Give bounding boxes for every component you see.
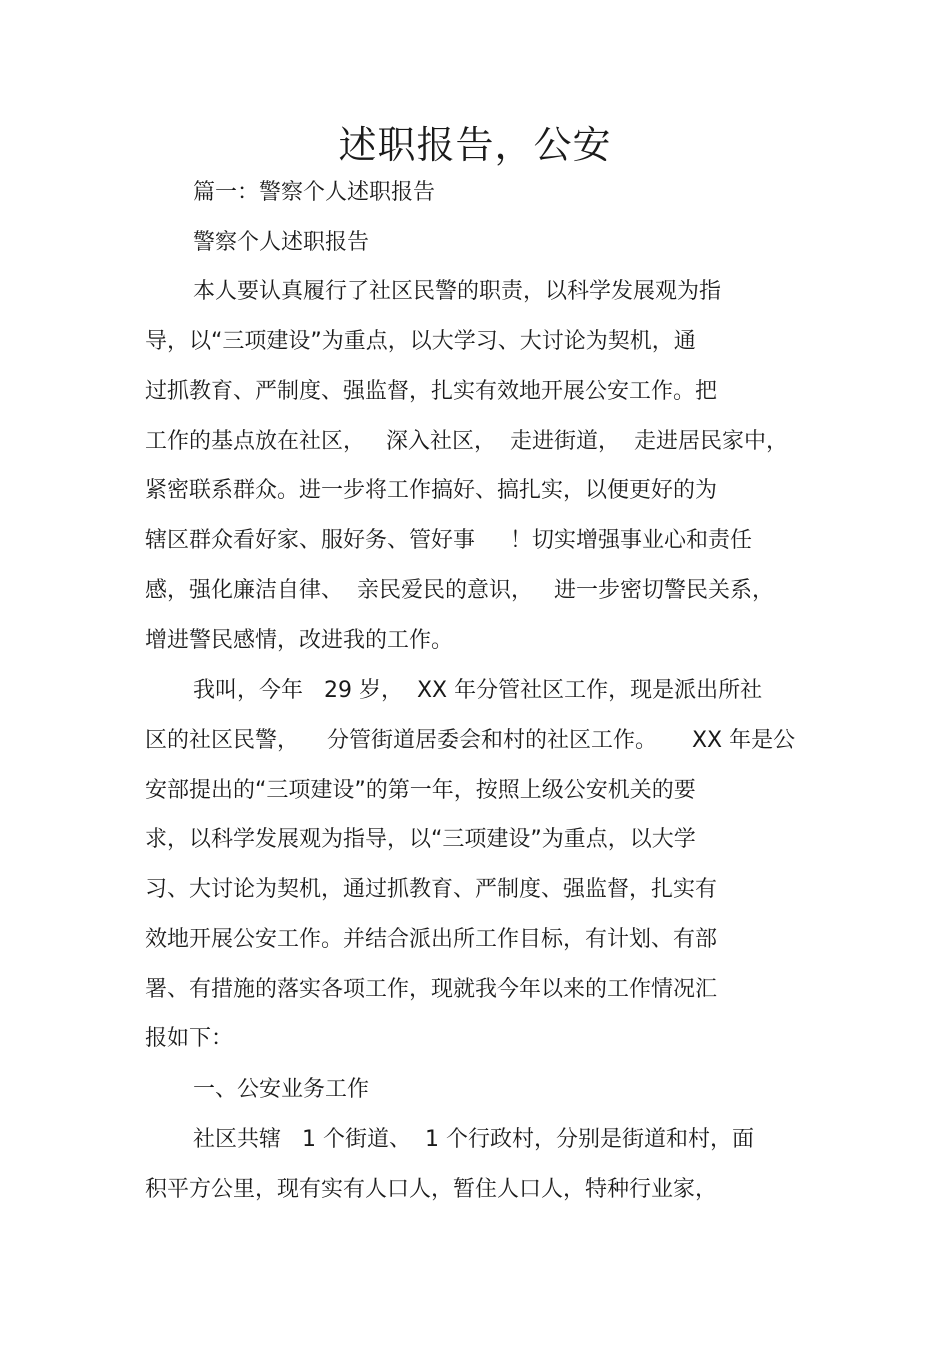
- paragraph-line: 辖区群众看好家、服好务、管好事 ！切实增强事业心和责任: [145, 528, 752, 553]
- document-title: 述职报告，公安: [338, 123, 612, 167]
- paragraph-line: 署、有措施的落实各项工作，现就我今年以来的工作情况汇: [145, 977, 718, 1002]
- paragraph-line: 感，强化廉洁自律、 亲民爱民的意识， 进一步密切警民关系，: [145, 578, 774, 603]
- paragraph-line: 过抓教育、严制度、强监督，扎实有效地开展公安工作。把: [145, 379, 718, 404]
- paragraph-line: 增进警民感情，改进我的工作。: [145, 628, 454, 653]
- paragraph-line: 导，以“三项建设”为重点，以大学习、大讨论为契机，通: [145, 329, 696, 354]
- section-heading: 篇一：警察个人述职报告: [193, 180, 436, 205]
- paragraph-line: 积平方公里，现有实有人口人，暂住人口人，特种行业家，: [145, 1177, 718, 1202]
- paragraph-line: 效地开展公安工作。并结合派出所工作目标，有计划、有部: [145, 927, 718, 952]
- paragraph-line: 报如下：: [145, 1026, 234, 1051]
- paragraph-line: 社区共辖 1 个街道、 1 个行政村，分别是街道和村，面: [193, 1127, 754, 1152]
- section-heading: 一、公安业务工作: [193, 1077, 370, 1102]
- paragraph-line: 区的社区民警， 分管街道居委会和村的社区工作。 XX 年是公: [145, 728, 796, 753]
- report-subtitle: 警察个人述职报告: [193, 230, 370, 255]
- paragraph-line: 安部提出的“三项建设”的第一年，按照上级公安机关的要: [145, 778, 696, 803]
- paragraph-line: 本人要认真履行了社区民警的职责，以科学发展观为指: [193, 279, 722, 304]
- paragraph-line: 求，以科学发展观为指导，以“三项建设”为重点，以大学: [145, 827, 696, 852]
- paragraph-line: 习、大讨论为契机，通过抓教育、严制度、强监督，扎实有: [145, 877, 718, 902]
- paragraph-line: 紧密联系群众。进一步将工作搞好、搞扎实，以便更好的为: [145, 478, 718, 503]
- paragraph-line: 我叫，今年 29 岁， XX 年分管社区工作，现是派出所社: [193, 678, 763, 703]
- paragraph-line: 工作的基点放在社区， 深入社区， 走进街道， 走进居民家中，: [145, 429, 788, 454]
